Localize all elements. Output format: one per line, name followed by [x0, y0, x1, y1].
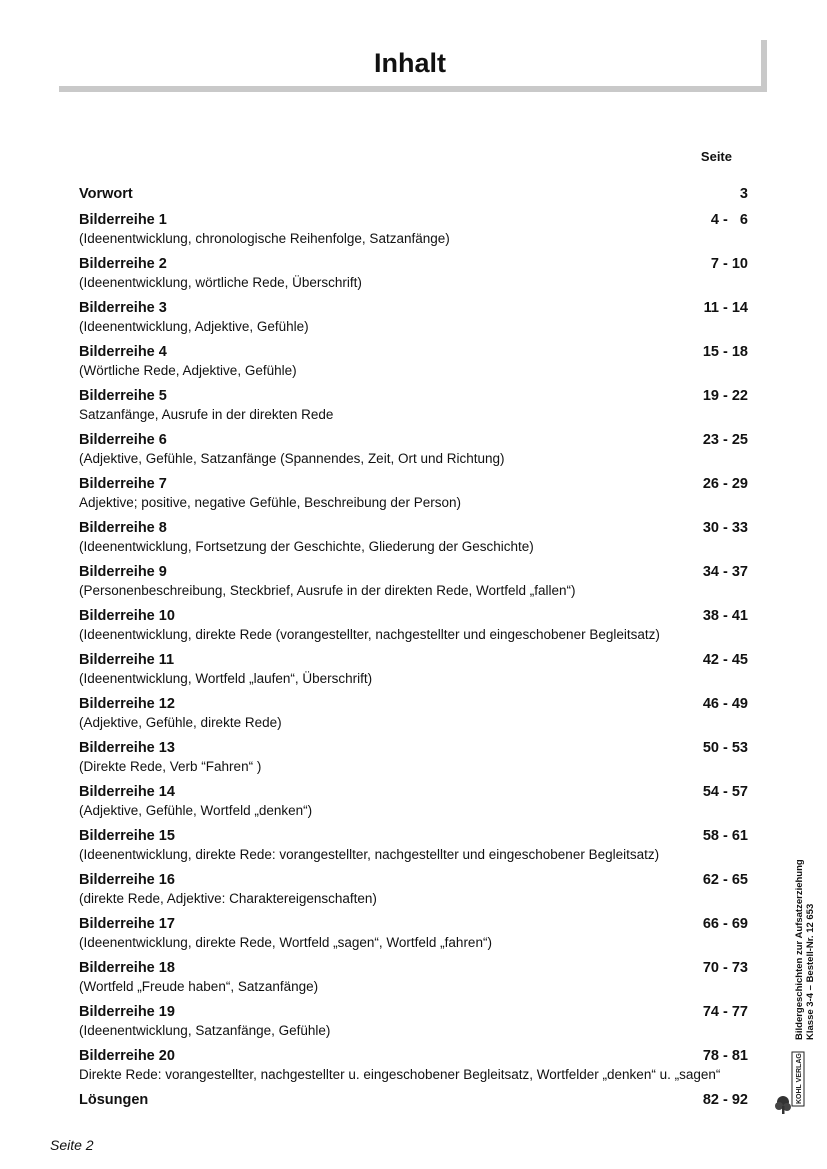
toc-entry	[79, 1047, 748, 1091]
toc-entry	[79, 343, 748, 387]
toc-entry-pages: 50 - 53	[702, 740, 748, 756]
toc-entry-name: Bilderreihe 14	[79, 784, 175, 800]
toc-entry-description: (Adjektive, Gefühle, Satzanfänge (Spannendes, Zeit, Ort und Richtung)	[79, 451, 505, 466]
toc-entry	[79, 211, 748, 255]
toc-entry	[79, 299, 748, 343]
toc-entry-name: Bilderreihe 10	[79, 608, 175, 624]
toc-entry-description: (direkte Rede, Adjektive: Charaktereigenschaften)	[79, 891, 377, 906]
side-imprint-line1: Bildergeschichten zur Aufsatzerziehung	[794, 859, 805, 1040]
toc-entry-description: (Ideenentwicklung, Satzanfänge, Gefühle)	[79, 1023, 331, 1038]
publisher-logo	[774, 1050, 808, 1116]
toc-entry	[79, 827, 748, 871]
toc-entry-description: Direkte Rede: vorangestellter, nachgestellter u. eingeschobener Begleitsatz, Wortfelder „denken“ u. „sagen“	[79, 1067, 721, 1082]
title-box	[59, 40, 767, 92]
toc-entry-description: (Ideenentwicklung, direkte Rede (vorangestellter, nachgestellter und eingeschobener Begleitsatz)	[79, 627, 660, 642]
toc-entry-pages: 46 - 49	[702, 696, 748, 712]
toc-entry-description: (Ideenentwicklung, direkte Rede: vorangestellter, nachgestellter und eingeschobener Begleitsatz)	[79, 847, 660, 862]
toc-entry-description: (Ideenentwicklung, direkte Rede, Wortfeld „sagen“, Wortfeld „fahren“)	[79, 935, 492, 950]
toc-entry	[79, 607, 748, 651]
toc-entry-name: Bilderreihe 1	[79, 212, 167, 228]
toc-entry	[79, 519, 748, 563]
table-of-contents	[79, 185, 748, 1091]
toc-entry-name: Bilderreihe 5	[79, 388, 167, 404]
toc-entry-name: Bilderreihe 16	[79, 872, 175, 888]
toc-entry-name: Bilderreihe 12	[79, 696, 175, 712]
toc-entry-pages: 42 - 45	[702, 652, 748, 668]
toc-entry-name: Bilderreihe 8	[79, 520, 167, 536]
toc-entry	[79, 185, 748, 211]
toc-entry-pages: 19 - 22	[702, 388, 748, 404]
toc-entry	[79, 871, 748, 915]
toc-entry	[79, 783, 748, 827]
title-shadow-right	[761, 40, 767, 92]
toc-entry-pages: 7 - 10	[710, 256, 748, 272]
toc-entry	[79, 1003, 748, 1047]
toc-entry-name: Bilderreihe 11	[79, 652, 175, 668]
toc-entry-name: Bilderreihe 18	[79, 960, 175, 976]
toc-entry-name: Bilderreihe 20	[79, 1048, 175, 1064]
toc-entry	[79, 431, 748, 475]
side-imprint	[794, 859, 816, 1040]
toc-entry-name: Bilderreihe 13	[79, 740, 175, 756]
toc-entry	[79, 651, 748, 695]
toc-entry	[79, 475, 748, 519]
toc-entry	[79, 255, 748, 299]
toc-entry-pages: 11 - 14	[703, 300, 748, 316]
toc-entry-pages: 15 - 18	[702, 344, 748, 360]
toc-entry-name: Bilderreihe 2	[79, 256, 167, 272]
toc-entry-pages: 66 - 69	[702, 916, 748, 932]
toc-entry-description: Satzanfänge, Ausrufe in der direkten Rede	[79, 407, 334, 422]
toc-entry-name: Lösungen	[79, 1092, 149, 1108]
toc-entry-name: Bilderreihe 15	[79, 828, 175, 844]
svg-text:KOHL VERLAG: KOHL VERLAG	[796, 1053, 803, 1104]
toc-entry	[79, 387, 748, 431]
toc-entry-pages: 54 - 57	[702, 784, 748, 800]
toc-entry-pages: 34 - 37	[702, 564, 748, 580]
toc-entry	[79, 695, 748, 739]
toc-entry-pages: 38 - 41	[702, 608, 748, 624]
toc-entry-pages: 82 - 92	[702, 1092, 748, 1108]
toc-entry-pages: 70 - 73	[702, 960, 748, 976]
toc-entry-description: (Adjektive, Gefühle, direkte Rede)	[79, 715, 282, 730]
toc-entry-description: Adjektive; positive, negative Gefühle, Beschreibung der Person)	[79, 495, 461, 510]
toc-entry-description: (Ideenentwicklung, Adjektive, Gefühle)	[79, 319, 309, 334]
toc-entry-name: Bilderreihe 4	[79, 344, 167, 360]
toc-entry-name: Bilderreihe 9	[79, 564, 167, 580]
toc-entry-loesungen	[79, 1092, 748, 1112]
toc-entry-pages: 26 - 29	[702, 476, 748, 492]
toc-entry-description: (Ideenentwicklung, Wortfeld „laufen“, Überschrift)	[79, 671, 373, 686]
page-number-footer: Seite 2	[50, 1137, 94, 1153]
toc-entry-pages: 62 - 65	[702, 872, 748, 888]
toc-entry-description: (Wortfeld „Freude haben“, Satzanfänge)	[79, 979, 319, 994]
toc-entry	[79, 915, 748, 959]
page-title: Inhalt	[374, 48, 446, 78]
toc-entry-pages: 30 - 33	[702, 520, 748, 536]
toc-entry	[79, 739, 748, 783]
toc-entry-name: Bilderreihe 19	[79, 1004, 175, 1020]
toc-entry-description: (Ideenentwicklung, chronologische Reihenfolge, Satzanfänge)	[79, 231, 450, 246]
toc-entry-pages: 78 - 81	[702, 1048, 748, 1064]
toc-entry-name: Bilderreihe 17	[79, 916, 175, 932]
side-imprint-line2: Klasse 3-4 – Bestell-Nr. 12 653	[805, 903, 816, 1040]
toc-entry-description: (Personenbeschreibung, Steckbrief, Ausrufe in der direkten Rede, Wortfeld „fallen“)	[79, 583, 576, 598]
toc-entry	[79, 959, 748, 1003]
toc-entry-name: Bilderreihe 7	[79, 476, 167, 492]
toc-entry-name: Bilderreihe 3	[79, 300, 167, 316]
toc-entry-description: (Ideenentwicklung, Fortsetzung der Geschichte, Gliederung der Geschichte)	[79, 539, 534, 554]
seite-column-header: Seite	[700, 149, 732, 164]
toc-entry-pages: 74 - 77	[702, 1004, 748, 1020]
toc-entry-pages: 58 - 61	[702, 828, 748, 844]
toc-entry-description: (Wörtliche Rede, Adjektive, Gefühle)	[79, 363, 297, 378]
toc-entry-pages: 3	[739, 186, 748, 202]
toc-entry-description: (Adjektive, Gefühle, Wortfeld „denken“)	[79, 803, 313, 818]
title-shadow-bottom	[59, 86, 767, 92]
tree-logo-icon	[774, 1050, 808, 1116]
toc-entry-name: Bilderreihe 6	[79, 432, 167, 448]
toc-entry-description: (Ideenentwicklung, wörtliche Rede, Überschrift)	[79, 275, 362, 290]
toc-entry-pages: 4 - 6	[710, 212, 748, 228]
toc-entry-name: Vorwort	[79, 186, 133, 202]
toc-entry-pages: 23 - 25	[702, 432, 748, 448]
toc-entry-description: (Direkte Rede, Verb “Fahren“ )	[79, 759, 262, 774]
toc-entry	[79, 563, 748, 607]
